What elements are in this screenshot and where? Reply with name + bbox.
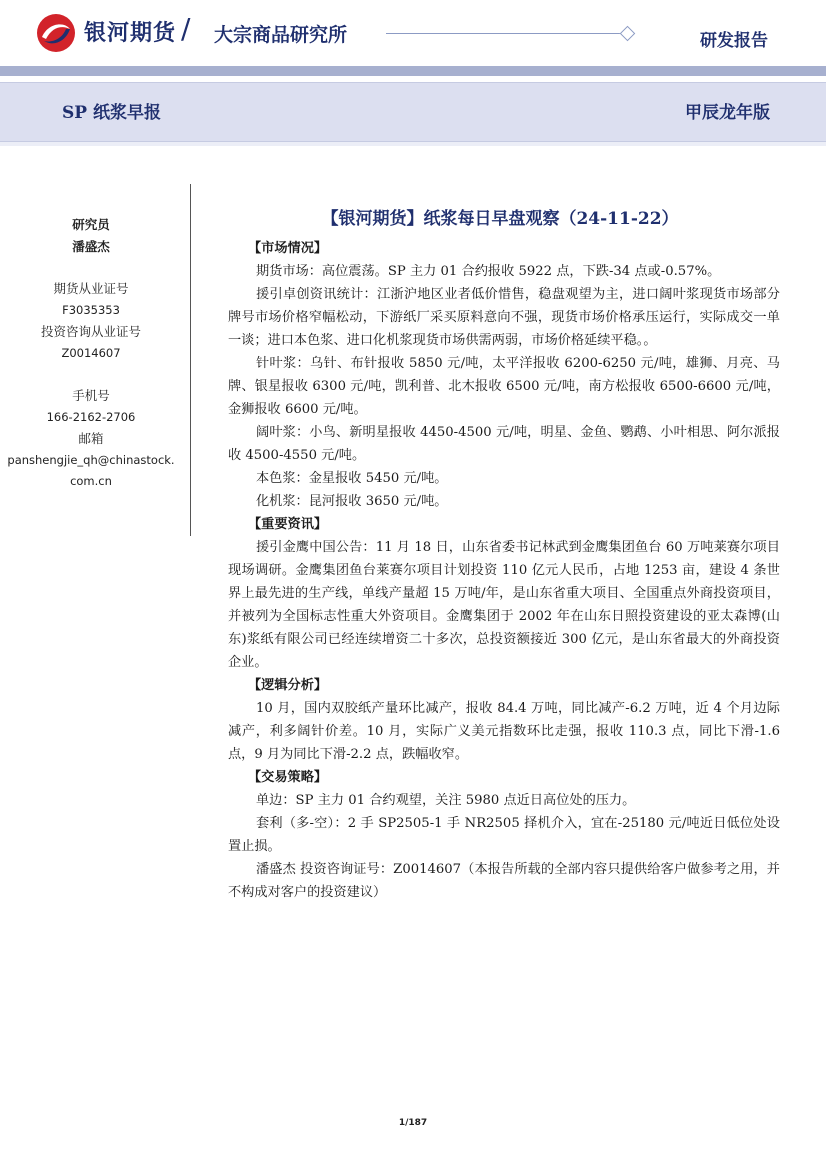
phone-label: 手机号 (72, 388, 110, 403)
paragraph-softwood-prices: 针叶浆：乌针、布针报收 5850 元/吨，太平洋报收 6200-6250 元/吨，雄狮、月亮、马牌、银星报收 6300 元/吨，凯利普、北木报收 6500 元/吨，南方松报收 6500-6600 元/吨，金狮报收 6600 元/吨。 (228, 356, 780, 417)
paragraph-news: 援引金鹰中国公告：11 月 18 日，山东省委书记林武到金鹰集团鱼台 60 万吨莱赛尔项目现场调研。金鹰集团鱼台莱赛尔项目计划投资 110 亿元人民币，占地 1253 亩，建设 4 条世界上最先进的生产线，单线产量超 15 万吨/年，是山东省重大项目、全国重点外商投资项目，并被列为全国标志性重大外资项目。金鹰集团于 2002 年在山东日照投资建设的亚太森博(山东)浆纸有限公司已经连续增资二十多次，总投资额接近 300 亿元，是山东省最大的外商投资企业。 (228, 540, 780, 670)
paragraph-disclaimer: 潘盛杰 投资咨询证号：Z0014607（本报告所载的全部内容只提供给客户做参考之用，并不构成对客户的投资建议） (228, 862, 780, 900)
brand-name: 银河期货 (84, 21, 177, 46)
analyst-sidebar (0, 214, 182, 493)
phone-number: 166-2162-2706 (46, 409, 136, 424)
header-divider-slash: / (181, 12, 191, 45)
paragraph-unbleached-prices: 本色浆：金星报收 5450 元/吨。 (256, 471, 448, 486)
decorative-line (386, 33, 624, 34)
report-type-label: 研发报告 (700, 31, 768, 51)
license-number: F3035353 (62, 302, 120, 317)
paragraph-single-side: 单边：SP 主力 01 合约观望，关注 5980 点近日高位处的压力。 (256, 793, 636, 808)
institute-name: 大宗商品研究所 (214, 24, 348, 46)
sidebar-divider (190, 184, 191, 536)
report-header (0, 0, 826, 66)
section-heading-logic: 【逻辑分析】 (248, 678, 328, 693)
consult-license-label: 投资咨询从业证号 (40, 324, 141, 339)
paragraph-arbitrage: 套利（多-空）：2 手 SP2505-1 手 NR2505 择机介入，宜在-25180 元/吨近日低位处设置止损。 (228, 816, 780, 854)
paragraph-spot-summary: 援引卓创资讯统计：江浙沪地区业者低价惜售，稳盘观望为主，进口阔叶浆现货市场部分牌号市场价格窄幅松动，下游纸厂采买原料意向不强，现货市场价格承压运行，实际成交一单一谈；进口本色浆、进口化机浆现货市场供需两弱，市场价格延续平稳。。 (228, 287, 780, 348)
diamond-icon (620, 26, 636, 42)
section-heading-news: 【重要资讯】 (248, 517, 328, 532)
license-label: 期货从业证号 (53, 281, 129, 296)
edition-label: 甲辰龙年版 (685, 103, 770, 123)
consult-license-number: Z0014607 (61, 345, 121, 360)
section-heading-strategy: 【交易策略】 (248, 770, 328, 785)
header-band-stripe (0, 142, 826, 146)
page-number: 1/187 (398, 1118, 428, 1128)
analyst-name: 潘盛杰 (72, 238, 110, 254)
paragraph-chemimech-prices: 化机浆：昆河报收 3650 元/吨。 (256, 494, 448, 509)
email-address-line2[interactable]: com.cn (70, 474, 112, 488)
product-title: SP 纸浆早报 (62, 103, 161, 123)
paragraph-futures-market: 期货市场：高位震荡。SP 主力 01 合约报收 5922 点，下跌-34 点或-0.57%。 (256, 264, 721, 279)
header-band-thin (0, 66, 826, 76)
email-address-line1[interactable]: panshengjie_qh@chinastock. (7, 452, 175, 467)
section-heading-market: 【市场情况】 (248, 241, 328, 256)
paragraph-logic: 10 月，国内双胶纸产量环比减产，报收 84.4 万吨，同比减产-6.2 万吨，近 4 个月边际减产，利多阔针价差。10 月，实际广义美元指数环比走强，报收 110.3 点，同比下滑-1.6 点，9 月为同比下滑-2.2 点，跌幅收窄。 (228, 701, 780, 762)
report-title: 【银河期货】纸浆每日早盘观察（24-11-22） (321, 209, 679, 229)
analyst-role: 研究员 (72, 217, 110, 232)
report-body (228, 237, 780, 904)
paragraph-hardwood-prices: 阔叶浆：小鸟、新明星报收 4450-4500 元/吨，明星、金鱼、鹦鹉、小叶相思、阿尔派报收 4500-4550 元/吨。 (228, 425, 780, 463)
email-label: 邮箱 (78, 431, 104, 446)
galaxy-futures-logo-icon (36, 13, 76, 53)
